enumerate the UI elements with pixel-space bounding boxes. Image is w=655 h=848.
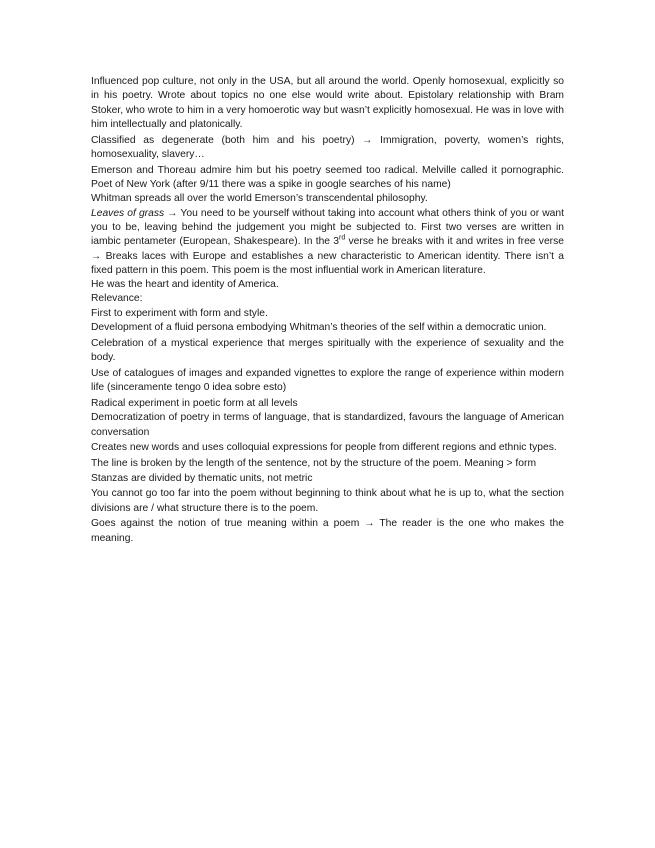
ordinal-superscript: rd [339, 234, 346, 242]
paragraph-transcendental: Whitman spreads all over the world Emerson’s transcendental philosophy. [91, 193, 428, 205]
paragraph-leaves-of-grass [91, 207, 564, 278]
paragraph-emerson-thoreau: Emerson and Thoreau admire him but his poetry seemed too radical. Melville called it pornographic. Poet of New York (after 9/11 there was a spike in google searches of his name) [91, 164, 564, 191]
leaves-of-grass-text-1: → You need to be yourself without taking into account what others think of you or want you to be, leaving behind the judgement you might be subjected to. First two verses are written in iambic pentameter (European, Shakespeare). In the 3 [91, 207, 564, 248]
paragraph-stanzas: Stanzas are divided by thematic units, not metric [91, 472, 313, 484]
leaves-of-grass-text-2: verse he breaks with it and writes in free verse → Breaks laces with Europe and establishes a new characteristic to American identity. There isn’t a fixed pattern in this poem. This poem is the most influential work in American literature. [91, 236, 564, 276]
paragraph-new-words: Creates new words and uses colloquial expressions for people from different regions and ethnic types. [91, 442, 557, 454]
paragraph-fluid-persona: Development of a fluid persona embodying Whitman’s theories of the self within a democratic union. [91, 322, 547, 334]
paragraph-mystical-experience: Celebration of a mystical experience that merges spiritually with the experience of sexuality and the body. [91, 337, 564, 364]
paragraph-democratization: Democratization of poetry in terms of language, that is standardized, favours the language of American conversation [91, 412, 564, 438]
relevance-heading: Relevance: [91, 293, 143, 305]
leaves-of-grass-title: Leaves of grass [91, 207, 165, 219]
paragraph-degenerate: Classified as degenerate (both him and his poetry) → Immigration, poverty, women’s rights, homosexuality, slavery… [91, 134, 564, 160]
paragraph-catalogues: Use of catalogues of images and expanded vignettes to explore the range of experience within modern life (sinceramente tengo 0 idea sobre esto) [91, 367, 564, 394]
paragraph-true-meaning: Goes against the notion of true meaning within a poem → The reader is the one who makes the meaning. [91, 518, 564, 544]
paragraph-line-break: The line is broken by the length of the sentence, not by the structure of the poem. Meaning > form [91, 458, 537, 470]
paragraph-heart-of-america: He was the heart and identity of America. [91, 279, 279, 291]
document-body [91, 75, 564, 546]
paragraph-pop-culture: Influenced pop culture, not only in the USA, but all around the world. Openly homosexual, explicitly so in his poetry. Wrote about topics no one else would write about. Epistolary relationship with Bram Stoker, who wrote to him in a very homoerotic way but wasn’t explicitly homosexual. He was in love with him intellectually and platonically. [91, 76, 564, 130]
paragraph-structure: You cannot go too far into the poem without beginning to think about what he is up to, what the section divisions are / what structure there is to the poem. [91, 488, 564, 514]
paragraph-radical-experiment: Radical experiment in poetic form at all levels [91, 398, 298, 410]
paragraph-form-style: First to experiment with form and style. [91, 307, 268, 319]
